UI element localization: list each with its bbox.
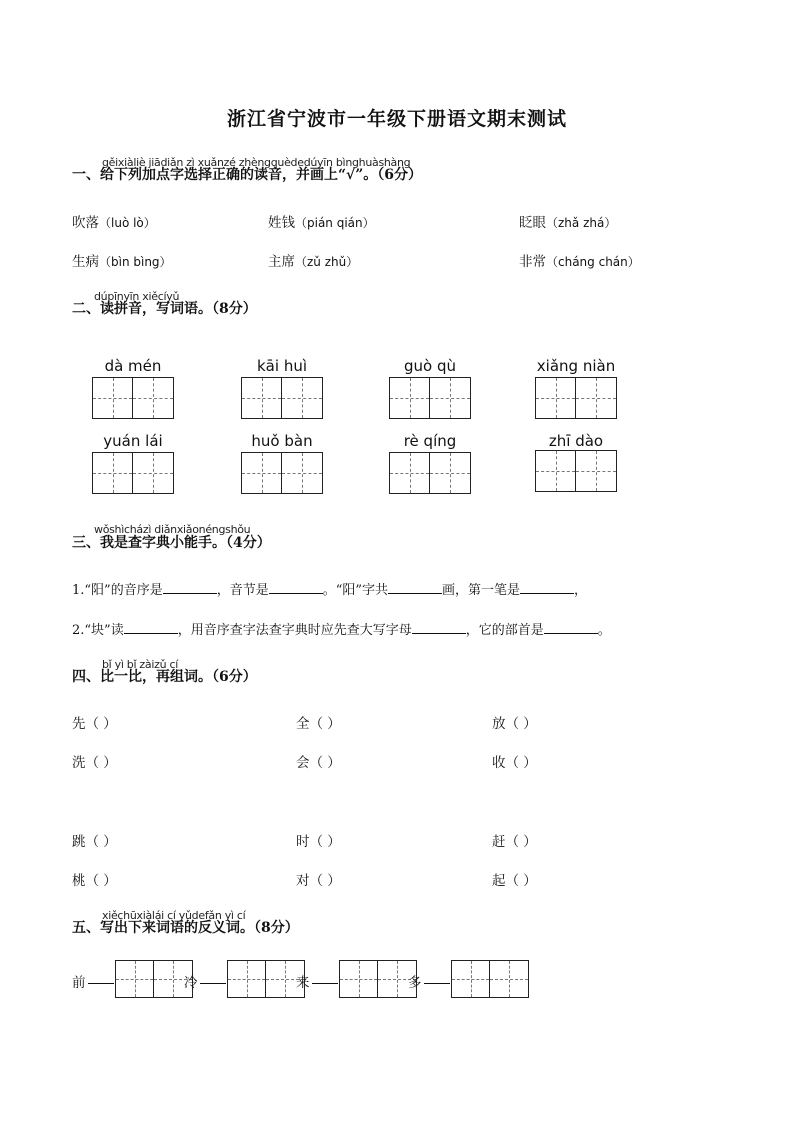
s4-item[interactable]: 时（ ） [296, 834, 341, 850]
answer-blank[interactable] [412, 619, 466, 634]
writing-grid[interactable] [241, 452, 323, 494]
s4-item[interactable]: 全（ ） [296, 716, 341, 732]
antonym-prompt: 多 [408, 971, 450, 991]
grid-pinyin-label: zhī dào [548, 432, 604, 450]
answer-blank[interactable] [124, 619, 178, 634]
s3-line-1: 1.“阳”的音序是 ，音节是 。“阳”字共 画，第一笔是 ， [72, 579, 587, 598]
answer-blank[interactable] [544, 619, 598, 634]
writing-grid[interactable] [92, 377, 174, 419]
antonym-prompt: 来 [296, 971, 338, 991]
s4-item[interactable]: 先（ ） [72, 716, 117, 732]
antonym-grid[interactable] [339, 960, 417, 998]
grid-pinyin-label: guò qù [403, 357, 456, 375]
answer-blank[interactable] [520, 579, 574, 594]
s4-item[interactable]: 赶（ ） [492, 834, 537, 850]
s4-item[interactable]: 起（ ） [492, 873, 537, 889]
grid-pinyin-label: yuán lái [103, 432, 163, 450]
antonym-prompt: 冷 [184, 971, 226, 991]
s3-line-2: 2.“块”读 ，用音序查字法查字典时应先查大写字母 ，它的部首是 。 [72, 619, 611, 638]
section-2-heading: 二、读拼音，写词语。（8分） [72, 301, 257, 317]
section-3-heading: 三、我是查字典小能手。（4分） [72, 535, 271, 551]
s4-item[interactable]: 桃（ ） [72, 873, 117, 889]
answer-blank[interactable] [163, 579, 217, 594]
antonym-grid[interactable] [115, 960, 193, 998]
answer-blank[interactable] [388, 579, 442, 594]
section-3-pinyin: wǒshìcházì diǎnxiǎonéngshǒu [94, 523, 251, 536]
s1-item: 吹落（luò lò） [72, 215, 156, 231]
grid-pinyin-label: kāi huì [257, 357, 307, 375]
s4-item[interactable]: 放（ ） [492, 716, 537, 732]
page-title: 浙江省宁波市一年级下册语文期末测试 [226, 108, 567, 130]
section-4-pinyin: bǐ yì bǐ zàizǔ cí [102, 658, 178, 671]
s4-item[interactable]: 对（ ） [296, 873, 341, 889]
antonym-prompt: 前 [72, 971, 114, 991]
section-5-pinyin: xiěchūxiàlái cí yǔdefǎn yì cí [102, 909, 246, 922]
writing-grid[interactable] [389, 452, 471, 494]
s1-item: 眨眼（zhǎ zhá） [519, 215, 617, 231]
s1-item: 生病（bìn bìng） [72, 254, 172, 270]
section-5-heading: 五、写出下来词语的反义词。（8分） [72, 920, 299, 936]
s4-item[interactable]: 洗（ ） [72, 755, 117, 771]
grid-pinyin-label: xiǎng niàn [536, 357, 616, 375]
grid-pinyin-label: dà mén [104, 357, 162, 375]
s1-item: 主席（zǔ zhǔ） [268, 254, 359, 270]
section-2-pinyin: dúpīnyīn xiěcíyǔ [94, 290, 180, 303]
answer-blank[interactable] [269, 579, 323, 594]
section-1-heading: 一、给下列加点字选择正确的读音，并画上“√”。（6分） [72, 167, 423, 183]
grid-pinyin-label: huǒ bàn [251, 432, 313, 450]
writing-grid[interactable] [535, 377, 617, 419]
antonym-grid[interactable] [227, 960, 305, 998]
antonym-grid[interactable] [451, 960, 529, 998]
writing-grid[interactable] [535, 450, 617, 492]
writing-grid[interactable] [92, 452, 174, 494]
writing-grid[interactable] [241, 377, 323, 419]
s4-item[interactable]: 会（ ） [296, 755, 341, 771]
section-4-heading: 四、比一比，再组词。（6分） [72, 669, 257, 685]
s4-item[interactable]: 收（ ） [492, 755, 537, 771]
writing-grid[interactable] [389, 377, 471, 419]
grid-pinyin-label: rè qíng [403, 432, 457, 450]
section-1-pinyin: gěixiàliè jiādiǎn zì xuǎnzé zhèngquèdedúyīn bìnghuàshàng [102, 156, 411, 169]
s1-item: 姓钱（pián qián） [268, 215, 375, 231]
s1-item: 非常（cháng chán） [519, 254, 640, 270]
s4-item[interactable]: 跳（ ） [72, 834, 117, 850]
